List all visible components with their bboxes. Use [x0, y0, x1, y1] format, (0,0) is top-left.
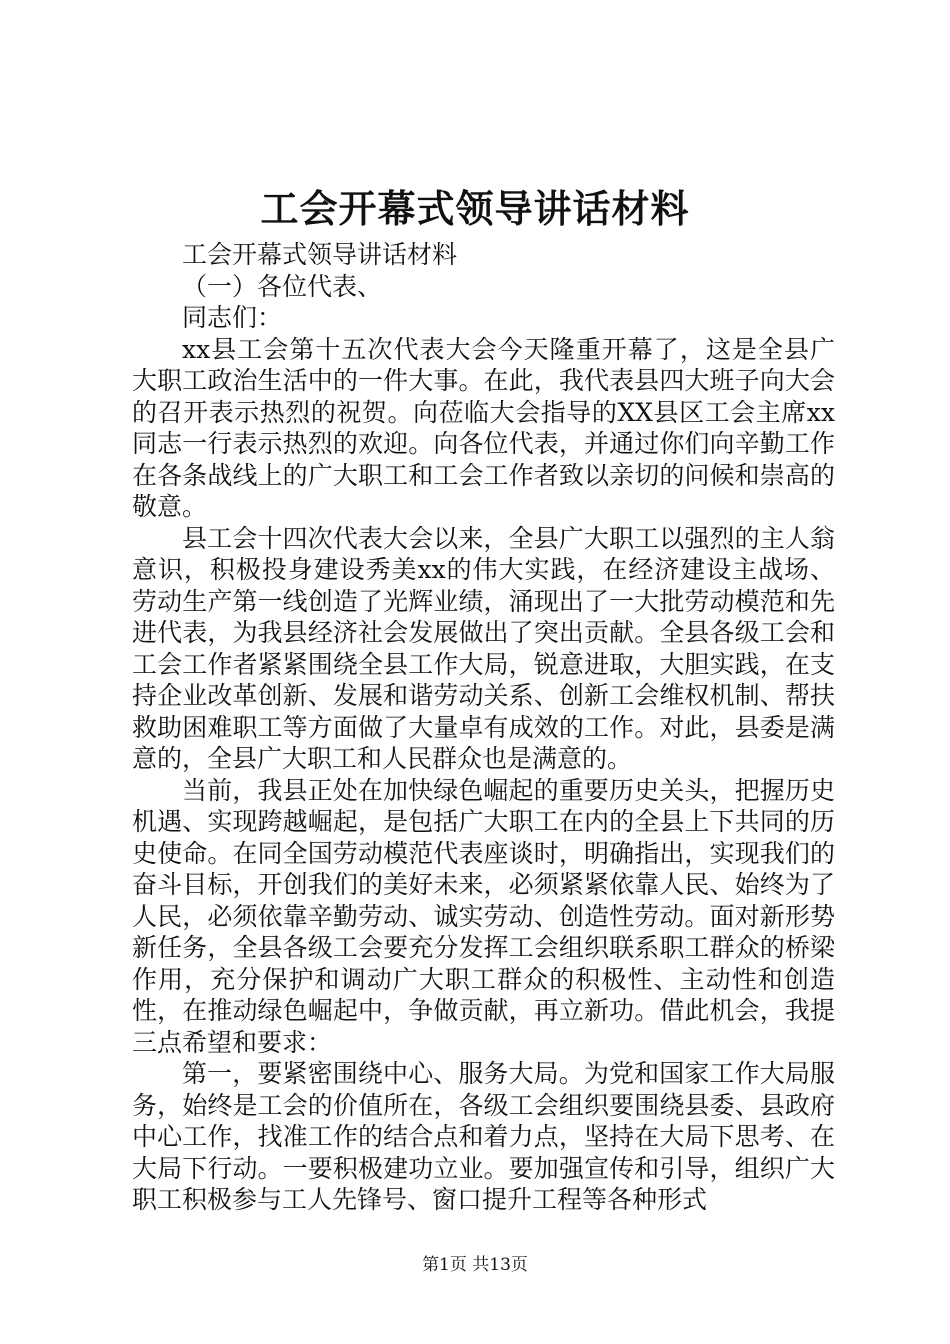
page-footer: 第1页 共13页: [422, 1255, 528, 1275]
paragraph-opening: xx县工会第十五次代表大会今天隆重开幕了，这是全县广大职工政治生活中的一件大事。在此，我代表县四大班子向大会的召开表示热烈的祝贺。向莅临大会指导的XX县区工会主席xx同志一行表示热烈的欢迎。向各位代表，并通过你们向辛勤工作在各条战线上的广大职工和工会工作者致以亲切的问候和崇高的敬意。: [132, 334, 835, 521]
paragraph-first-requirement: 第一，要紧密围绕中心、服务大局。为党和国家工作大局服务，始终是工会的价值所在，各级工会组织要围绕县委、县政府中心工作，找准工作的结合点和着力点，坚持在大局下思考、在大局下行动。一要积极建功立业。要加强宣传和引导，组织广大职工积极参与工人先锋号、窗口提升工程等各种形式: [132, 1059, 835, 1214]
paragraph-achievements: 县工会十四次代表大会以来，全县广大职工以强烈的主人翁意识，积极投身建设秀美xx的伟大实践，在经济建设主战场、劳动生产第一线创造了光辉业绩，涌现出了一大批劳动模范和先进代表，为我县经济社会发展做出了突出贡献。全县各级工会和工会工作者紧紧围绕全县工作大局，锐意进取，大胆实践，在支持企业改革创新、发展和谐劳动关系、创新工会维权机制、帮扶救助困难职工等方面做了大量卓有成效的工作。对此，县委是满意的，全县广大职工和人民群众也是满意的。: [132, 523, 835, 773]
document-body: [132, 239, 835, 1216]
paragraph-subtitle: 工会开幕式领导讲话材料: [182, 240, 458, 269]
paragraph-current-situation: 当前，我县正处在加快绿色崛起的重要历史关头，把握历史机遇、实现跨越崛起，是包括广大职工在内的全县上下共同的历史使命。在同全国劳动模范代表座谈时，明确指出，实现我们的奋斗目标，开创我们的美好未来，必须紧紧依靠人民、始终为了人民，必须依靠辛勤劳动、诚实劳动、创造性劳动。面对新形势新任务，全县各级工会要充分发挥工会组织联系职工群众的桥梁作用，充分保护和调动广大职工群众的积极性、主动性和创造性，在推动绿色崛起中，争做贡献，再立新功。借此机会，我提三点希望和要求：: [132, 775, 835, 1057]
paragraph-salutation-2: 同志们：: [182, 303, 283, 332]
paragraph-salutation-1: （一）各位代表、: [182, 271, 383, 301]
document-title: 工会开幕式领导讲话材料: [260, 186, 690, 231]
